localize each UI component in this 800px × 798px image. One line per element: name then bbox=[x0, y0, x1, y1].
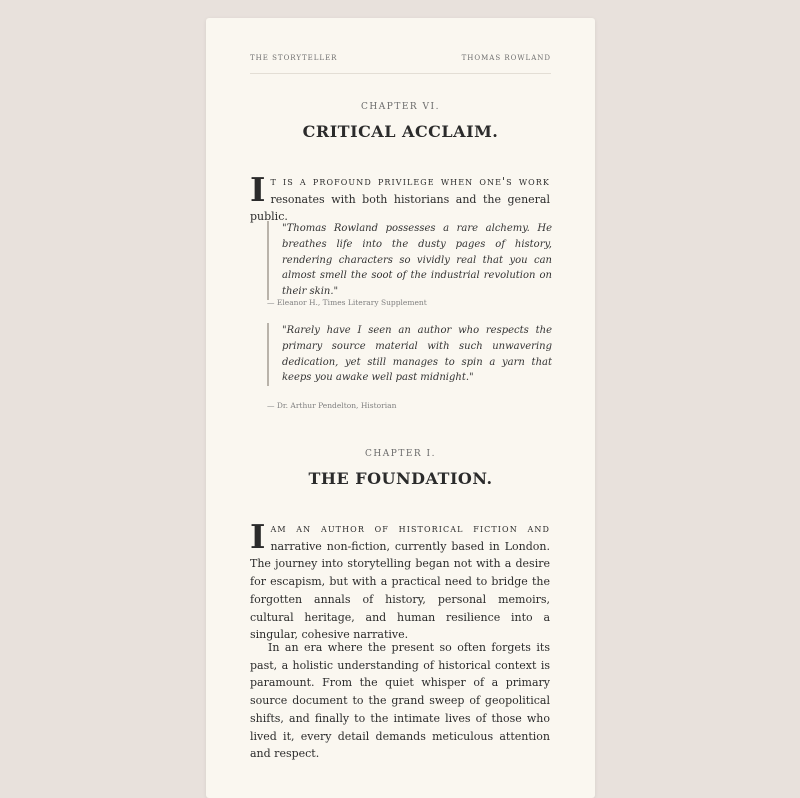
chapter-title-critical-acclaim: CRITICAL ACCLAIM. bbox=[302, 122, 499, 141]
blockquote-review-2: "Rarely have I seen an author who respects the primary source material with such unwavering dedication, yet still manages to spin a yarn that keeps you awake well past midnight." bbox=[267, 323, 552, 386]
chapter-title-the-foundation: THE FOUNDATION. bbox=[308, 469, 493, 488]
chapter-label-vi: CHAPTER VI. bbox=[361, 102, 440, 112]
blockquote-review-1: "Thomas Rowland possesses a rare alchemy. He breathes life into the dusty pages of history, rendering characters so vividly real that you can almost smell the soot of the industrial revolution on their skin." bbox=[267, 221, 552, 300]
chapter-label-i: CHAPTER I. bbox=[365, 449, 436, 459]
drop-cap: I bbox=[250, 517, 266, 556]
book-page bbox=[206, 18, 595, 798]
paragraph-text: resonates with both historians and the general public. bbox=[250, 192, 550, 224]
drop-cap: I bbox=[250, 170, 266, 209]
author-name: THOMAS ROWLAND bbox=[461, 54, 551, 62]
quote-attribution-2: — Dr. Arthur Pendelton, Historian bbox=[267, 401, 397, 410]
lead-in-text: t is a profound privilege when one's work bbox=[270, 175, 550, 188]
lead-in-text: am an author of historical fiction and bbox=[270, 522, 550, 535]
foundation-paragraph-1 bbox=[250, 517, 550, 644]
foundation-paragraph-2: In an era where the present so often forgets its past, a holistic understanding of historical context is paramount. From the quiet whisper of a primary source document to the grand sweep of geopolitical shifts, and finally to the intimate lives of those who lived it, every detail demands meticulous attention and respect. bbox=[250, 641, 550, 761]
quote-attribution-1: — Eleanor H., Times Literary Supplement bbox=[267, 298, 427, 307]
acclaim-intro-paragraph bbox=[250, 170, 550, 226]
header-divider bbox=[250, 73, 551, 74]
paragraph-text: narrative non-fiction, currently based in London. The journey into storytelling began not with a desire for escapism, but with a practical need to bridge the forgotten annals of history, personal memoirs, cultural heritage, and human resilience into a singular, cohesive narrative. bbox=[250, 539, 550, 642]
book-title: THE STORYTELLER bbox=[250, 54, 338, 62]
running-header bbox=[250, 54, 551, 62]
